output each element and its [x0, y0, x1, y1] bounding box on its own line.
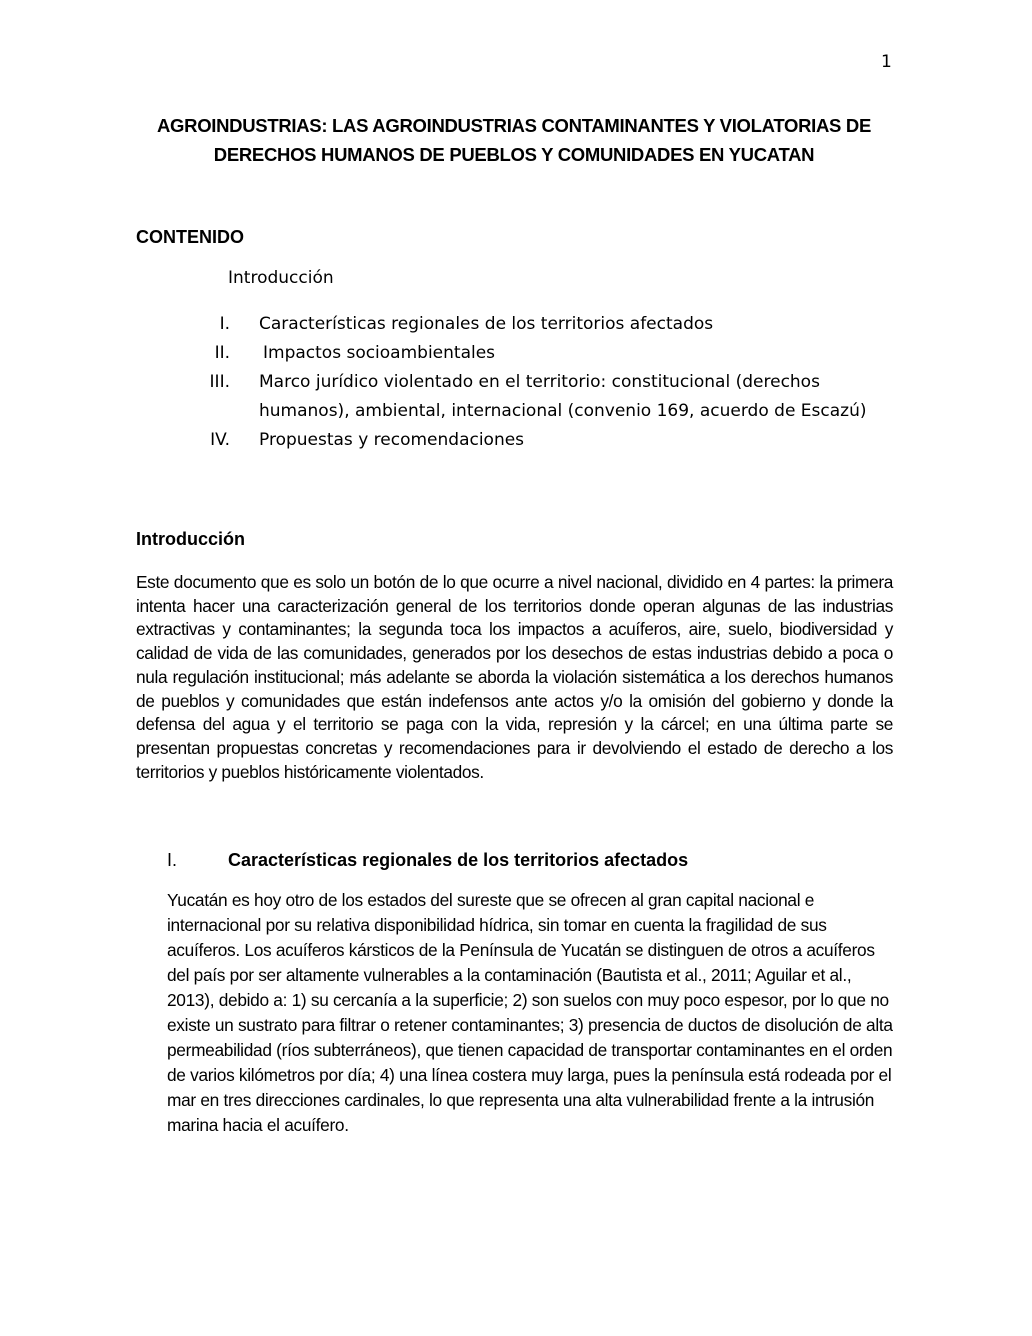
toc-item-text: Marco jurídico violentado en el territorio: constitucional (derechos humanos), ambiental, internacional (convenio 169, acuerdo de Escazú) [259, 372, 867, 421]
section-1-title: Características regionales de los territorios afectados [228, 850, 689, 870]
toc-item-number: II. [214, 343, 230, 363]
section-1-paragraph: Yucatán es hoy otro de los estados del sureste que se ofrecen al gran capital nacional e internacional por su relativa disponibilidad hídrica, sin tomar en cuenta la fragilidad de sus acuíferos. Los acuíferos kársticos de la Península de Yucatán se distinguen de otros a acuíferos del país por ser altamente vulnerables a la contaminación (Bautista et al., 2011; Aguilar et al., 2013), debido a: 1) su cercanía a la superficie; 2) son suelos con muy poco espesor, por lo que no existe un sustrato para filtrar o retener contaminantes; 3) presencia de ductos de disolución de alta permeabilidad (ríos subterráneos), que tienen capacidad de transportar contaminantes en el orden de varios kilómetros por día; 4) una línea costera muy larga, pues la península está rodeada por el mar en tres direcciones cardinales, lo que representa una alta vulnerabilidad frente a la intrusión marina hacia el acuífero. [167, 890, 893, 1135]
toc-item-text: Características regionales de los territorios afectados [259, 314, 714, 334]
toc-item [190, 368, 910, 426]
contents-heading: CONTENIDO [136, 227, 244, 247]
toc-item-number: I. [219, 314, 230, 334]
toc-item [190, 310, 910, 339]
introduction-heading: Introducción [136, 529, 245, 549]
introduction-paragraph: Este documento que es solo un botón de lo que ocurre a nivel nacional, dividido en 4 partes: la primera intenta hacer una caracterización general de los territorios donde operan algunas de las industrias extractivas y contaminantes; la segunda toca los impactos a acuíferos, aire, suelo, biodiversidad y calidad de vida de las comunidades, generados por los desechos de estas industrias debido a poca o nula regulación institucional; más adelante se aborda la violación sistemática a los derechos humanos de pueblos y comunidades que están indefensos ante actos y/o la omisión del gobierno y donde la defensa del agua y el territorio se paga con la vida, represión y la cárcel; en una última parte se presentan propuestas concretas y recomendaciones para ir devolviendo el estado de derecho a los territorios y pueblos históricamente violentados. [136, 572, 893, 782]
toc-item-number: IV. [210, 430, 230, 450]
table-of-contents [190, 310, 910, 455]
toc-item-number: III. [209, 372, 230, 392]
section-1-number: I. [167, 850, 178, 870]
toc-intro-entry: Introducción [228, 268, 334, 288]
toc-item [190, 339, 910, 368]
toc-item [190, 426, 910, 455]
toc-item-text: Propuestas y recomendaciones [259, 430, 525, 450]
page-number: 1 [881, 52, 892, 72]
section-1-heading [167, 850, 688, 871]
document-title: AGROINDUSTRIAS: LAS AGROINDUSTRIAS CONTAMINANTES Y VIOLATORIAS DE DERECHOS HUMANOS DE PUEBLOS Y COMUNIDADES EN YUCATAN [156, 115, 872, 165]
toc-item-text: Impactos socioambientales [263, 343, 496, 363]
